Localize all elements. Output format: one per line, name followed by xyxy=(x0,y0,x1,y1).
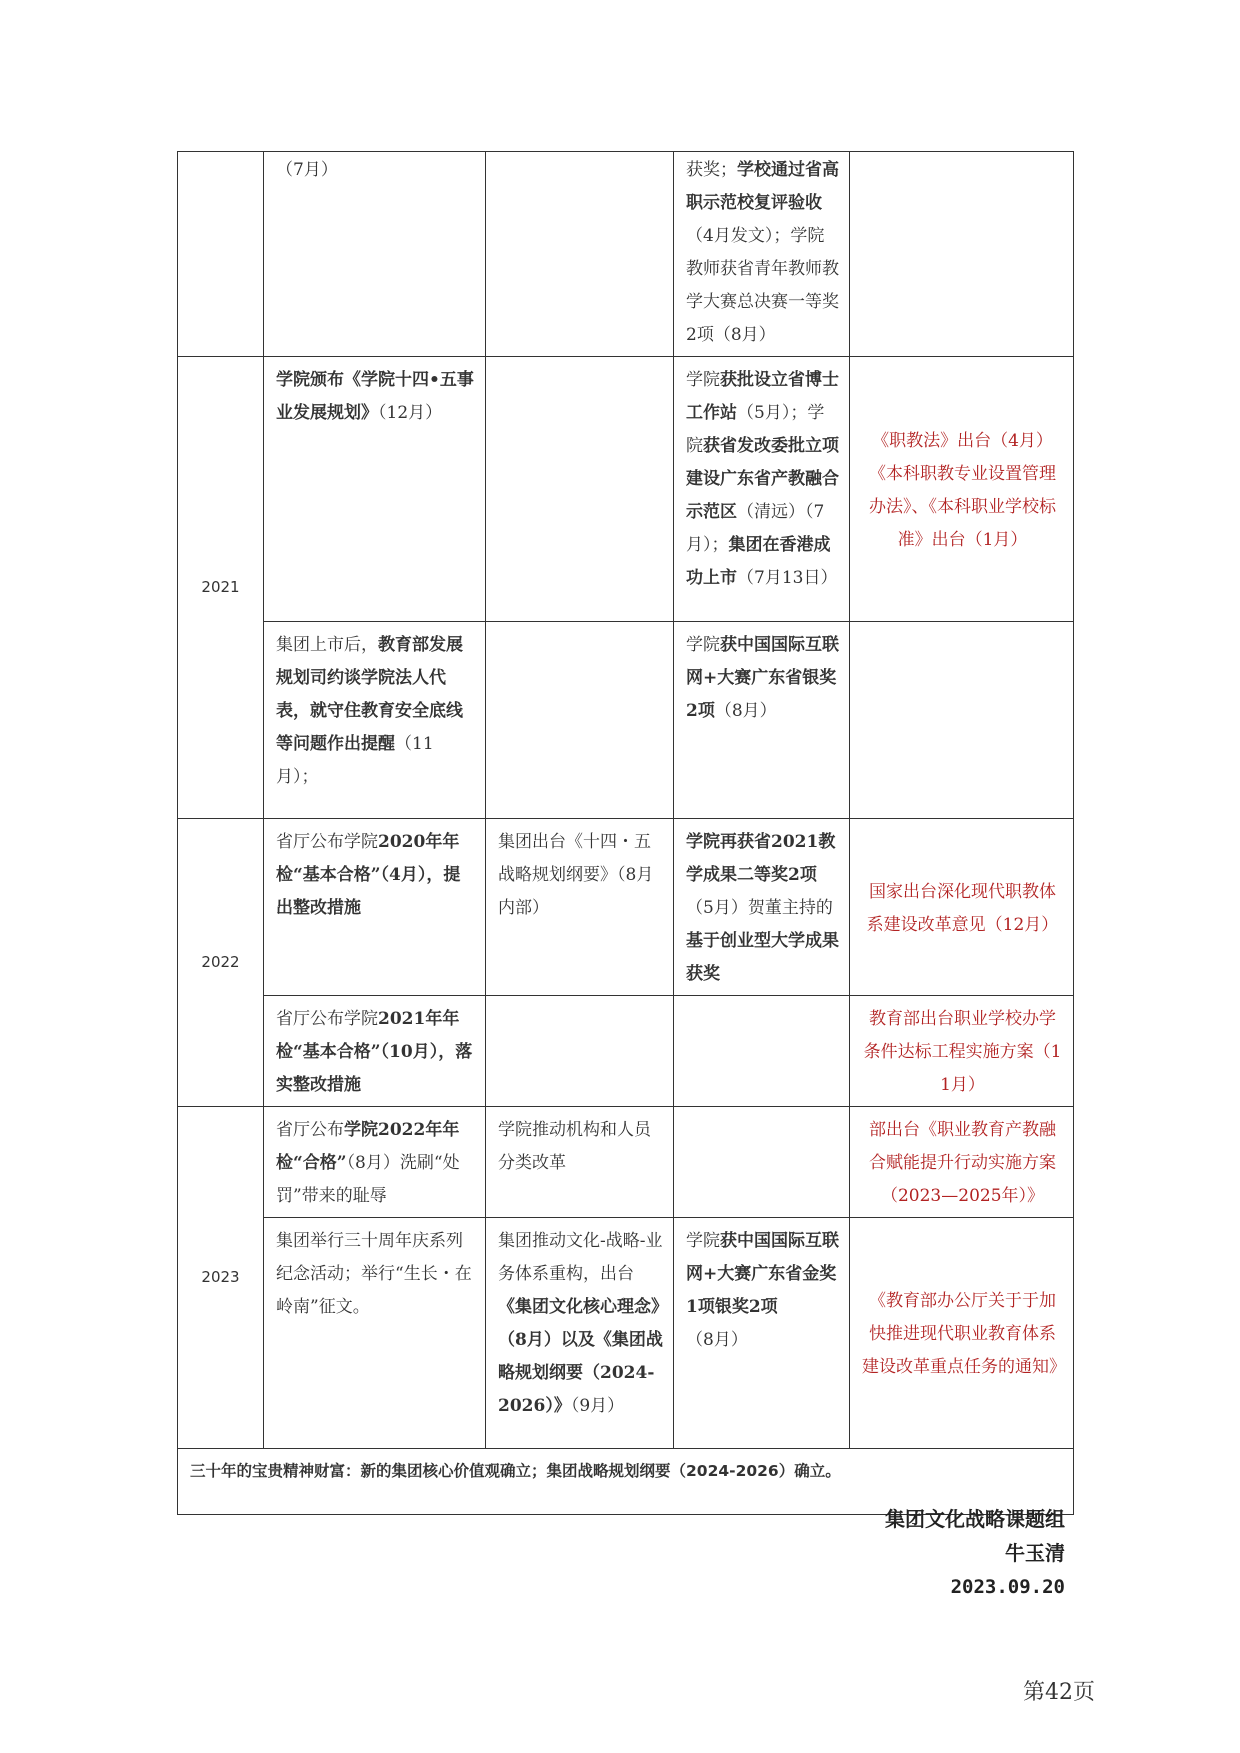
year-label: 2022 xyxy=(201,953,240,971)
policy-text: 国家出台深化现代职教体系建设改革意见（12月） xyxy=(866,881,1059,935)
cell-text: （4月发文）；学院教师获省青年教师教学大赛总决赛一等奖2项（8月） xyxy=(686,226,839,345)
cell-text-bold: 基于创业型大学成果获奖 xyxy=(686,931,839,984)
cell-text: 学院 xyxy=(686,635,720,655)
cell-text: （清远）（7月）； xyxy=(686,502,825,555)
page-number: 第42页 xyxy=(1023,1680,1095,1705)
policy-cell xyxy=(850,622,1074,819)
achievement-cell xyxy=(674,622,850,819)
signature-block xyxy=(885,1502,1065,1604)
cell-text-bold: 学院颁布《学院十四•五事业发展规划》 xyxy=(276,370,474,423)
year-cell xyxy=(178,819,264,1107)
cell-text-bold: 学校通过省高职示范校复评验收 xyxy=(686,160,839,213)
cell-text-bold: 学院2022年年检“合格” xyxy=(276,1120,460,1173)
group-event-cell xyxy=(486,819,674,996)
cell-text: （11月）； xyxy=(276,734,434,787)
cell-text: 省厅公布 xyxy=(276,1120,344,1140)
cell-text: （7月） xyxy=(276,160,338,180)
table-row-2022b xyxy=(178,996,1074,1107)
table-row-2022a xyxy=(178,819,1074,996)
cell-text: 学院 xyxy=(686,1231,720,1251)
table-row-2023b xyxy=(178,1218,1074,1449)
achievement-cell xyxy=(674,1107,850,1218)
cell-text-bold: 学院再获省2021教学成果二等奖2项 xyxy=(686,832,836,885)
cell-text-bold: 2021年年检“基本合格”（10月），落实整改措施 xyxy=(276,1009,473,1095)
cell-text-bold: 获中国国际互联网+大赛广东省金奖1项银奖2项 xyxy=(686,1231,839,1317)
policy-cell xyxy=(850,996,1074,1107)
cell-text-bold: 教育部发展规划司约谈学院法人代表，就守住教育安全底线等问题作出提醒 xyxy=(276,635,463,754)
cell-text-bold: 获省发改委批立项建设广东省产教融合示范区 xyxy=(686,436,839,522)
cell-text: （8月）洗刷“处罚”带来的耻辱 xyxy=(276,1153,460,1206)
policy-text: 《职教法》出台（4月）《本科职教专业设置管理办法》、《本科职业学校标准》出台（1月） xyxy=(869,430,1056,550)
achievement-cell xyxy=(674,996,850,1107)
institution-event-cell xyxy=(264,622,486,819)
signature-group: 集团文化战略课题组 xyxy=(885,1507,1065,1531)
year-cell xyxy=(178,1107,264,1449)
policy-cell xyxy=(850,357,1074,622)
signature-date: 2023.09.20 xyxy=(950,1576,1065,1598)
table-row-2023a xyxy=(178,1107,1074,1218)
cell-text: 学院推动机构和人员分类改革 xyxy=(498,1120,651,1173)
cell-text: 学院 xyxy=(686,370,720,390)
policy-text: 《教育部办公厅关于于加快推进现代职业教育体系建设改革重点任务的通知》 xyxy=(862,1291,1066,1377)
group-event-cell xyxy=(486,357,674,622)
table-row-2021a xyxy=(178,357,1074,622)
achievement-cell xyxy=(674,357,850,622)
institution-event-cell xyxy=(264,996,486,1107)
cell-text: 省厅公布学院 xyxy=(276,1009,378,1029)
year-label: 2023 xyxy=(201,1268,240,1286)
cell-text-bold: 2020年年检“基本合格”（4月），提出整改措施 xyxy=(276,832,461,918)
cell-text: （8月） xyxy=(686,1330,748,1350)
cell-text-bold: 获中国国际互联网+大赛广东省银奖2项 xyxy=(686,635,839,721)
cell-text: 集团上市后， xyxy=(276,635,378,655)
cell-text-bold: 《集团文化核心理念》（8月）以及《集团战略规划纲要（2024-2026）》 xyxy=(498,1297,663,1416)
cell-text: 集团推动文化-战略-业务体系重构，出台 xyxy=(498,1231,663,1284)
policy-text: 部出台《职业教育产教融合赋能提升行动实施方案（2023—2025年）》 xyxy=(869,1120,1056,1206)
group-event-cell xyxy=(486,1107,674,1218)
cell-text: （7月13日） xyxy=(737,568,838,588)
cell-text: （12月） xyxy=(378,403,443,423)
cell-text-bold: 获批设立省博士工作站 xyxy=(686,370,839,423)
institution-event-cell xyxy=(264,357,486,622)
cell-text: （9月） xyxy=(570,1396,625,1416)
institution-event-cell xyxy=(264,152,486,357)
policy-cell xyxy=(850,152,1074,357)
group-event-cell xyxy=(486,622,674,819)
year-cell-empty xyxy=(178,152,264,357)
cell-text: （5月）贺董主持的 xyxy=(686,898,833,918)
group-event-cell xyxy=(486,152,674,357)
year-cell xyxy=(178,357,264,819)
group-event-cell xyxy=(486,1218,674,1449)
cell-text: 获奖； xyxy=(686,160,737,180)
institution-event-cell xyxy=(264,819,486,996)
summary-text: 三十年的宝贵精神财富：新的集团核心价值观确立；集团战略规划纲要（2024-2026）确立。 xyxy=(190,1462,841,1480)
cell-text: 省厅公布学院 xyxy=(276,832,378,852)
table-row-2021b xyxy=(178,622,1074,819)
cell-text: （8月） xyxy=(714,701,777,721)
cell-text: 集团出台《十四・五战略规划纲要》（8月内部） xyxy=(498,832,654,918)
year-label: 2021 xyxy=(201,578,240,596)
cell-text-bold: 集团在香港成功上市 xyxy=(686,535,831,588)
institution-event-cell xyxy=(264,1107,486,1218)
table-row-2020-cont xyxy=(178,152,1074,357)
group-event-cell xyxy=(486,996,674,1107)
institution-event-cell xyxy=(264,1218,486,1449)
policy-cell xyxy=(850,819,1074,996)
timeline-table xyxy=(177,151,1074,1515)
signature-author: 牛玉清 xyxy=(1005,1541,1065,1565)
policy-text: 教育部出台职业学校办学条件达标工程实施方案（11月） xyxy=(863,1009,1062,1095)
cell-text: （5月）；学院 xyxy=(686,403,825,456)
policy-cell xyxy=(850,1218,1074,1449)
policy-cell xyxy=(850,1107,1074,1218)
cell-text: 集团举行三十周年庆系列纪念活动；举行“生长・在岭南”征文。 xyxy=(276,1231,472,1317)
achievement-cell xyxy=(674,819,850,996)
achievement-cell xyxy=(674,152,850,357)
achievement-cell xyxy=(674,1218,850,1449)
